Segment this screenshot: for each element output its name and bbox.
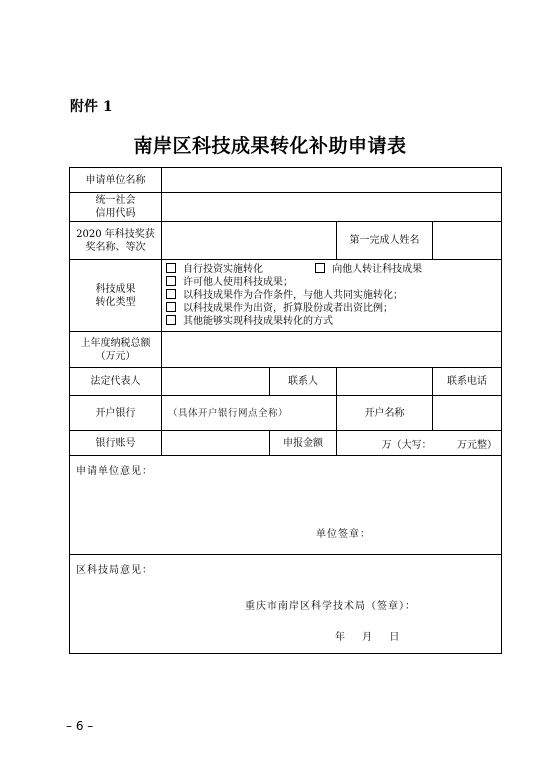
checkbox-icon[interactable] [166, 263, 176, 273]
bureau-seal-label: 重庆市南岸区科学技术局（签章）： [245, 601, 416, 612]
award-field[interactable] [162, 222, 337, 260]
first-person-field[interactable] [433, 222, 502, 260]
credit-code-label: 统一社会 信用代码 [70, 193, 162, 222]
bureau-date-label: 年 月 日 [335, 632, 400, 643]
form-title: 南岸区科技成果转化补助申请表 [133, 135, 407, 157]
transfer-option-self-invest[interactable]: 自行投资实施转化 [166, 263, 312, 276]
checkbox-icon[interactable] [315, 263, 325, 273]
legal-rep-label: 法定代表人 [70, 368, 162, 396]
phone-label: 联系电话 [433, 368, 502, 396]
account-no-field[interactable] [162, 431, 270, 456]
transfer-option-other[interactable]: 其他能够实现科技成果转化的方式 [162, 315, 501, 328]
attachment-label: 附件 1 [70, 99, 113, 115]
application-form-table [69, 167, 502, 654]
transfer-option-cooperation[interactable]: 以科技成果作为合作条件，与他人共同实施转化； [162, 289, 501, 302]
amount-label: 申报金额 [270, 431, 337, 456]
transfer-option-assign[interactable]: 向他人转让科技成果 [315, 263, 422, 276]
applicant-seal-label: 单位签章： [316, 529, 372, 540]
legal-rep-field[interactable] [162, 368, 270, 396]
page-number: – 6 – [66, 719, 94, 733]
tax-label: 上年度纳税总额 （万元） [70, 332, 162, 368]
account-no-label: 银行账号 [70, 431, 162, 456]
first-person-label: 第一完成人姓名 [337, 222, 433, 260]
applicant-name-label: 申请单位名称 [70, 168, 162, 193]
contact-label: 联系人 [270, 368, 337, 396]
bureau-opinion-box[interactable] [70, 555, 502, 654]
transfer-option-license[interactable]: 许可他人使用科技成果； [162, 276, 501, 289]
bank-label: 开户银行 [70, 396, 162, 431]
transfer-type-label: 科技成果 转化类型 [70, 260, 162, 332]
checkbox-icon[interactable] [166, 276, 176, 286]
checkbox-icon[interactable] [166, 315, 176, 325]
tax-field[interactable] [162, 332, 502, 368]
applicant-name-field[interactable] [162, 168, 502, 193]
checkbox-icon[interactable] [166, 302, 176, 312]
contact-field[interactable] [337, 368, 433, 396]
applicant-opinion-label: 申请单位意见： [76, 466, 153, 477]
bureau-opinion-label: 区科技局意见： [76, 565, 153, 576]
credit-code-field[interactable] [162, 193, 502, 222]
checkbox-icon[interactable] [166, 289, 176, 299]
amount-field[interactable]: 万（大写： 万元整） [337, 431, 502, 456]
account-name-label: 开户名称 [337, 396, 433, 431]
award-label: 2020 年科技奖获 奖名称、等次 [70, 222, 162, 260]
transfer-type-options [162, 260, 502, 332]
account-name-field[interactable] [433, 396, 502, 431]
bank-note[interactable]: （具体开户银行网点全称） [162, 396, 337, 431]
transfer-option-equity[interactable]: 以科技成果作为出资，折算股份或者出资比例； [162, 302, 501, 315]
applicant-opinion-box[interactable] [70, 456, 502, 555]
